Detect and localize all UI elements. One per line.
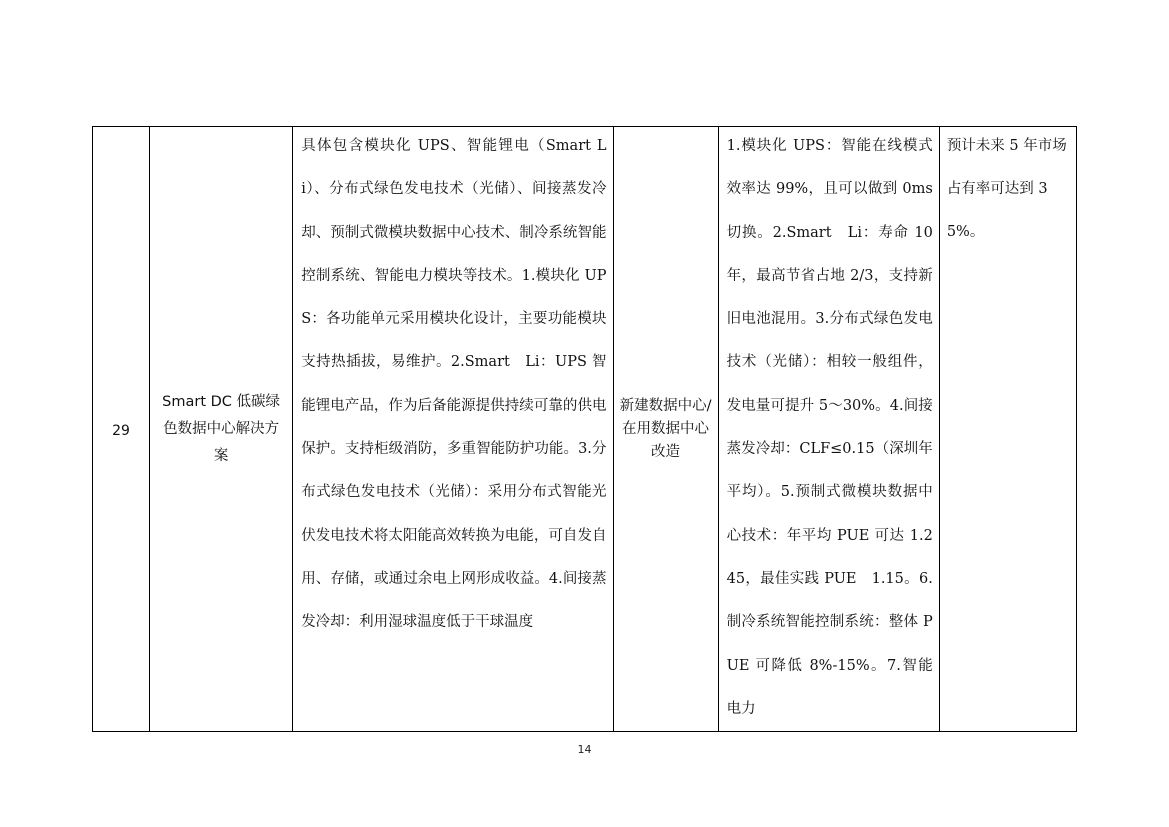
effect-cell bbox=[718, 127, 939, 732]
market-share-cell bbox=[939, 127, 1076, 732]
application-scenario-cell bbox=[613, 127, 718, 732]
technology-catalog-table bbox=[92, 126, 1077, 732]
row-number: 29 bbox=[112, 422, 130, 439]
row-number-cell bbox=[93, 127, 150, 732]
energy-saving-effect: 1.模块化 UPS：智能在线模式效率达 99%，且可以做到 0ms 切换。2.Smart Li：寿命 10 年，最高节省占地 2/3，支持新旧电池混用。3.分布式绿色发电技术（光储）：相较一般组件，发电量可提升 5～30%。4.间接蒸发冷却：CLF≤0.15（深圳年平均）。5.预制式微模块数据中心技术：年平均 PUE 可达 1.245，最佳实践 PUE 1.15。6.制冷系统智能控制系统：整体 PUE 可降低 8%-15%。7.智能电力 bbox=[726, 138, 933, 717]
table-row bbox=[93, 127, 1077, 732]
technology-content-cell bbox=[293, 127, 613, 732]
page-number: 14 bbox=[577, 743, 592, 756]
application-scenario: 新建数据中心/在用数据中心改造 bbox=[619, 397, 712, 460]
market-share: 预计未来 5 年市场占有率可达到 35%。 bbox=[946, 138, 1067, 240]
technology-name-cell bbox=[150, 127, 293, 732]
technology-name: Smart DC 低碳绿色数据中心解决方案 bbox=[162, 393, 281, 464]
technology-content: 具体包含模块化 UPS、智能锂电（Smart Li）、分布式绿色发电技术（光储）、间接蒸发冷却、预制式微模块数据中心技术、制冷系统智能控制系统、智能电力模块等技术。1.模块化 UPS：各功能单元采用模块化设计，主要功能模块支持热插拔，易维护。2.Smart Li：UPS 智能锂电产品，作为后备能源提供持续可靠的供电保护。支持柜级消防，多重智能防护功能。3.分布式绿色发电技术（光储）：采用分布式智能光伏发电技术将太阳能高效转换为电能，可自发自用、存储，或通过余电上网形成收益。4.间接蒸发冷却：利用湿球温度低于干球温度 bbox=[301, 138, 607, 631]
